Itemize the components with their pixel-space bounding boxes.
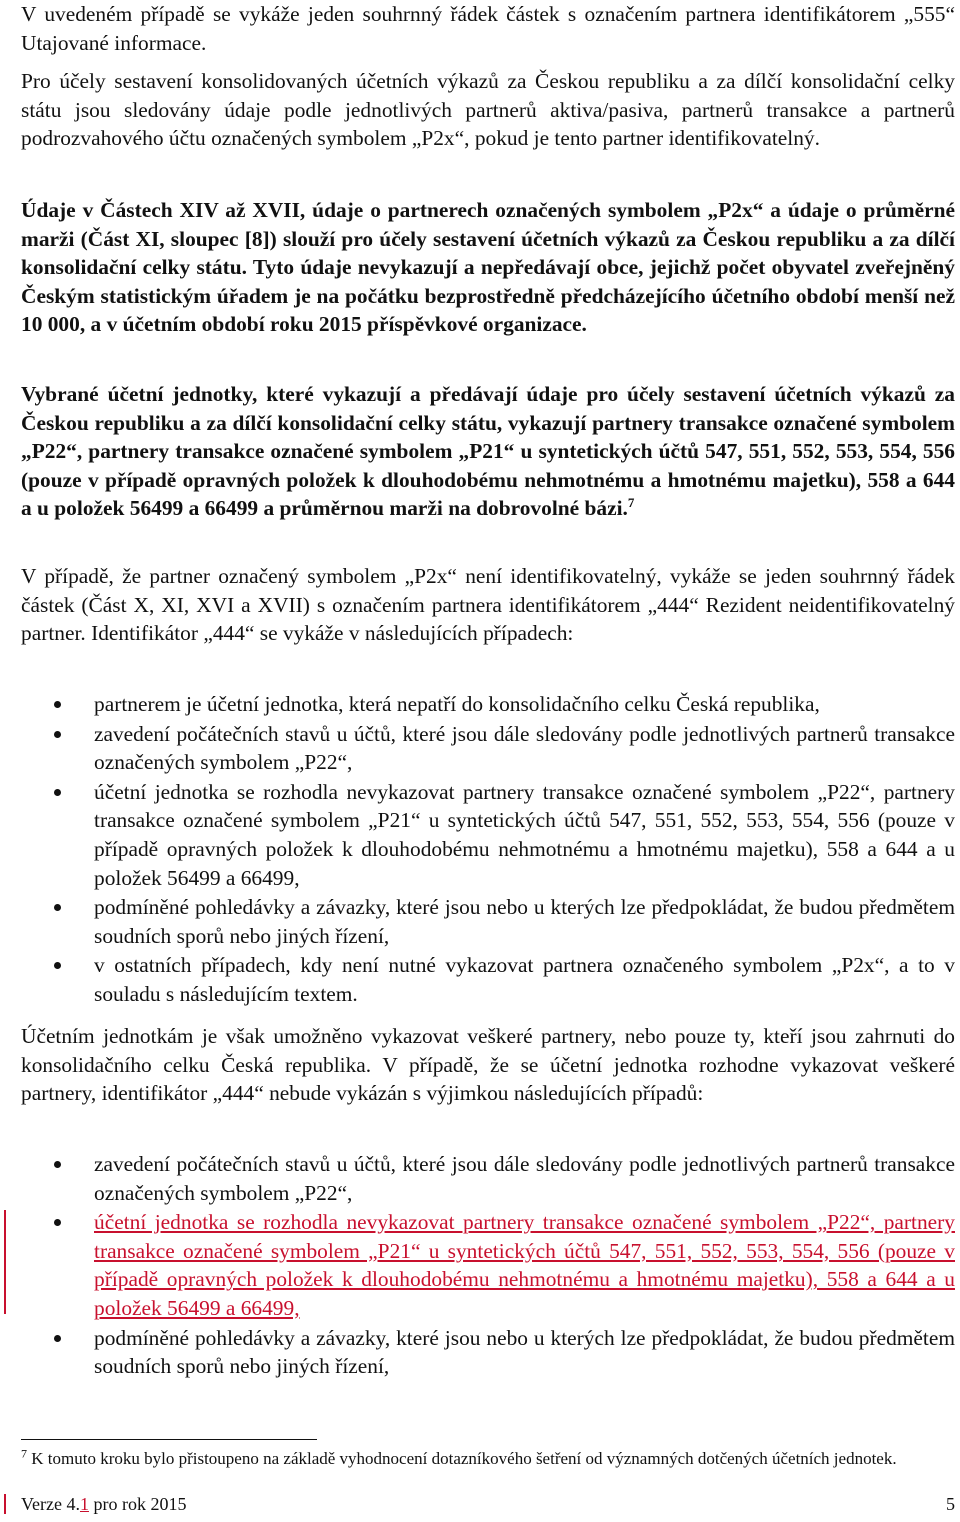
bullet-list-exceptions (21, 1150, 955, 1381)
list-item-text: zavedení počátečních stavů u účtů, které jsou dále sledovány podle jednotlivých partnerů transakce označených symbolem „P22“, (94, 721, 955, 775)
bullet-icon (54, 1219, 61, 1226)
footnote-number: 7 (21, 1446, 27, 1461)
paragraph-555-identifier (21, 0, 955, 57)
list-item (21, 778, 955, 892)
paragraph-identifier-444 (21, 562, 955, 648)
revised-list-item-text: účetní jednotka se rozhodla nevykazovat partnery transakce označené symbolem „P22“, partnery transakce označené symbolem „P21“ u syntetických účtů 547, 551, 552, 553, 554, 556 (pouze v případě opravných položek k dlouhodobému nehmotnému a hmotnému majetku), 558 a 644 a u položek 56499 a 66499, (94, 1210, 955, 1320)
list-item-revised (21, 1208, 955, 1322)
list-item-text: zavedení počátečních stavů u účtů, které jsou dále sledovány podle jednotlivých partnerů transakce označených symbolem „P22“, (94, 1152, 955, 1205)
bullet-icon (54, 904, 61, 911)
list-item-text: podmíněné pohledávky a závazky, které jsou nebo u kterých lze předpokládat, že budou předmětem soudních sporů nebo jiných řízení, (94, 1325, 955, 1379)
version-year: pro rok 2015 (88, 1494, 187, 1514)
list-item (21, 1150, 955, 1207)
list-item (21, 690, 955, 719)
revision-change-bar (4, 1210, 6, 1314)
footnote-separator (21, 1439, 317, 1440)
bullet-list-444-cases (21, 690, 955, 1009)
list-item (21, 893, 955, 950)
bullet-icon (54, 1335, 61, 1342)
paragraph-body: Vybrané účetní jednotky, které vykazují a předávají údaje pro účely sestavení účetních výkazů za Českou republiku a za dílčí konsolidační celky státu, vykazují partnery transakce označené symbolem „P22“, partnery transakce označené symbolem „P21“ u syntetických účtů 547, 551, 552, 553, 554, 556 (pouze v případě opravných položek k dlouhodobému nehmotnému a hmotnému majetku), 558 a 644 a u položek 56499 a 66499 a průměrnou marži na dobrovolné bázi. (21, 382, 955, 521)
footnote-reference[interactable]: 7 (627, 495, 635, 511)
paragraph-all-partners (21, 1022, 955, 1108)
bullet-icon (54, 962, 61, 969)
footer-change-bar (4, 1494, 6, 1514)
list-item-text: účetní jednotka se rozhodla nevykazovat partnery transakce označené symbolem „P22“, partnery transakce označené symbolem „P21“ u syntetických účtů 547, 551, 552, 553, 554, 556 (pouze v případě opravných položek k dlouhodobému nehmotnému a hmotnému majetku), 558 a 644 a u položek 56499 a 66499, (94, 779, 955, 890)
list-item-text: v ostatních případech, kdy není nutné vykazovat partnera označeného symbolem „P2x“, a to v souladu s následujícím textem. (94, 953, 955, 1006)
version-label: Verze 4. (21, 1494, 80, 1514)
paragraph-parts-xiv-xvii (21, 196, 955, 339)
paragraph-text: Pro účely sestavení konsolidovaných účetních výkazů za Českou republiku a za dílčí konsolidační celky státu jsou sledovány údaje podle jednotlivých partnerů aktiva/pasiva, partnerů transakce a partnerů podrozvahového účtu označených symbolem „P2x“, pokud je tento partner identifikovatelný. (21, 69, 955, 151)
paragraph-text (21, 380, 955, 523)
version-changed-digit: 1 (79, 1494, 89, 1514)
paragraph-text: Údaje v Částech XIV až XVII, údaje o partnerech označených symbolem „P2x“ a údaje o průměrné marži (Část XI, sloupec [8]) slouží pro účely sestavení účetních výkazů za Českou republiku a za dílčí konsolidační celky státu. Tyto údaje nevykazují a nepředávají obce, jejichž počet obyvatel zveřejněný Českým statistickým úřadem je na počátku bezprostředně předcházejícího účetního období menší než 10 000, a v účetním období roku 2015 příspěvkové organizace. (21, 198, 955, 337)
list-item (21, 1324, 955, 1381)
paragraph-text: V případě, že partner označený symbolem „P2x“ není identifikovatelný, vykáže se jeden souhrnný řádek částek (Část X, XI, XVI a XVII) s označením partnera identifikátorem „444“ Rezident neidentifikovatelný partner. Identifikátor „444“ se vykáže v následujících případech: (21, 564, 955, 646)
bullet-icon (54, 789, 61, 796)
bullet-icon (54, 731, 61, 738)
list-item-text: partnerem je účetní jednotka, která nepatří do konsolidačního celku Česká republika, (94, 692, 820, 716)
page-number: 5 (946, 1494, 955, 1514)
paragraph-selected-units (21, 380, 955, 523)
list-item-text: podmíněné pohledávky a závazky, které jsou nebo u kterých lze předpokládat, že budou předmětem soudních sporů nebo jiných řízení, (94, 895, 955, 948)
footnote-text: K tomuto kroku bylo přistoupeno na základě vyhodnocení dotazníkového šetření od významných dotčených účetních jednotek. (31, 1449, 897, 1468)
paragraph-text: V uvedeném případě se vykáže jeden souhrnný řádek částek s označením partnera identifikátorem „555“ Utajované informace. (21, 2, 955, 55)
list-item (21, 720, 955, 777)
list-item (21, 951, 955, 1008)
page-footer (21, 1493, 955, 1515)
bullet-icon (54, 1161, 61, 1168)
footnote (21, 1448, 955, 1470)
paragraph-consolidation-purposes (21, 67, 955, 153)
paragraph-text: Účetním jednotkám je však umožněno vykazovat veškeré partnery, nebo pouze ty, kteří jsou zahrnuti do konsolidačního celku Česká republika. V případě, že se účetní jednotka rozhodne vykazovat veškeré partnery, identifikátor „444“ nebude vykázán s výjimkou následujících případů: (21, 1024, 955, 1106)
bullet-icon (54, 701, 61, 708)
